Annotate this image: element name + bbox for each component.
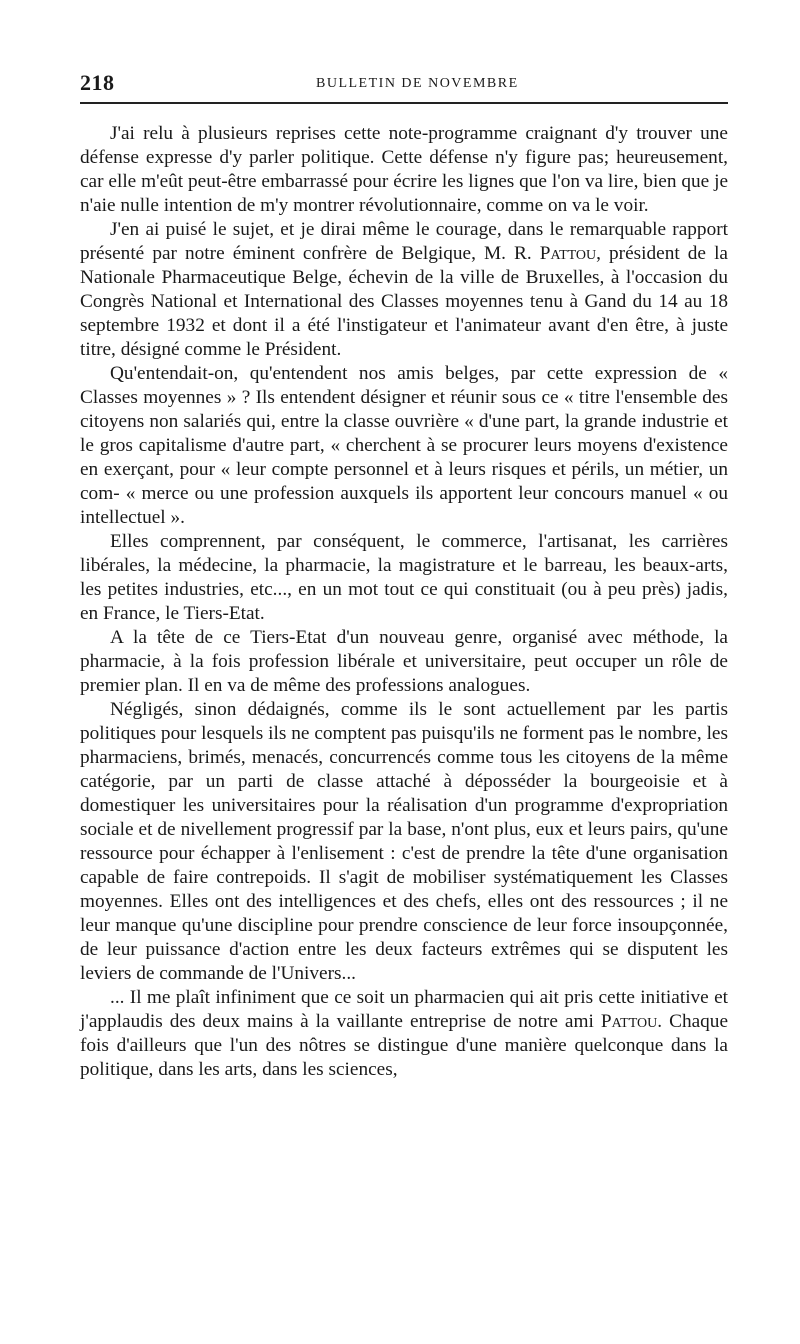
page-number: 218 xyxy=(80,70,115,95)
header-rule xyxy=(80,102,728,104)
paragraph-5: A la tête de ce Tiers-Etat d'un nouveau genre, organisé avec méthode, la pharmacie, à la fois profession libérale et universitaire, peut occuper un rôle de premier plan. Il en va de même des professions analogues. xyxy=(80,627,728,696)
paragraph-7-text-a: ... Il me plaît infiniment que ce soit un pharmacien qui ait pris cette initiative et j'applaudis des deux mains à la vaillante entreprise de notre ami xyxy=(80,987,728,1032)
paragraph-3: Qu'entendait-on, qu'entendent nos amis belges, par cette expression de « Classes moyennes » ? Ils entendent désigner et réunir sous ce « titre l'ensemble des citoyens non salariés qui, entre la classe ouvrière « d'une part, la grande industrie et le gros capitalisme d'autre part, « cherchent à se procurer leurs moyens d'existence en exerçant, pour « leur compte personnel et à leurs risques et périls, un métier, un com- « merce ou une profession auxquels ils apportent leur concours manuel « ou intellectuel ». xyxy=(80,363,728,528)
page xyxy=(80,70,728,1082)
paragraph-6: Négligés, sinon dédaignés, comme ils le sont actuellement par les partis politiques pour lesquels ils ne comptent pas puisqu'ils ne forment pas le nombre, les pharmaciens, brimés, menacés, concurrencés comme tous les citoyens de la même catégorie, par un parti de classe attaché à déposséder la bourgeoisie et à domestiquer les universitaires pour la réalisation d'un programme d'expropriation sociale et de nivellement progressif par la base, n'ont plus, eux et leurs pairs, qu'une ressource pour échapper à l'enlisement : c'est de prendre la tête d'une organisation capable de faire contrepoids. Il s'agit de mobiliser systématiquement les Classes moyennes. Elles ont des intelligences et des chefs, elles ont des ressources ; il ne leur manque qu'une discipline pour prendre conscience de leur force insoupçonnée, de leur puissance d'action entre les deux facteurs extrêmes qui se disputent les leviers de commande de l'Univers... xyxy=(80,699,728,984)
paragraph-1: J'ai relu à plusieurs reprises cette note-programme craignant d'y trouver une défense expresse d'y parler politique. Cette défense n'y figure pas; heureusement, car elle m'eût peut-être embarrassé pour écrire les lignes que l'on va lire, bien que je n'aie nulle intention de m'y montrer révolutionnaire, comme on va le voir. xyxy=(80,123,728,216)
paragraph-2-text-b: , président de la Nationale Pharmaceutique Belge, échevin de la ville de Bruxelles, à l'occasion du Congrès National et International des Classes moyennes tenu à Gand du 14 au 18 septembre 1932 et dont il a été l'instigateur et l'animateur avant d'en être, à juste titre, désigné comme le Président. xyxy=(80,243,728,360)
paragraph-2 xyxy=(80,218,728,362)
page-header xyxy=(80,70,728,102)
paragraph-7-text-b: . Chaque fois d'ailleurs que l'un des nôtres se distingue d'une manière quelconque dans la politique, dans les arts, dans les sciences, xyxy=(80,1011,728,1080)
paragraph-4: Elles comprennent, par conséquent, le commerce, l'artisanat, les carrières libérales, la médecine, la pharmacie, la magistrature et le barreau, les beaux-arts, les petites industries, etc..., en un mot tout ce qui constituait (ou à peu près) jadis, en France, le Tiers-Etat. xyxy=(80,531,728,624)
author-name: Pattou xyxy=(600,1011,658,1032)
author-name: Pattou xyxy=(539,243,597,264)
running-title: BULLETIN DE NOVEMBRE xyxy=(316,76,519,91)
article-body xyxy=(80,122,728,1082)
paragraph-7 xyxy=(80,986,728,1082)
paragraph-2-text-a: J'en ai puisé le sujet, et je dirai même le courage, dans le remarquable rapport présenté par notre éminent confrère de Belgique, M. R. xyxy=(80,219,728,264)
